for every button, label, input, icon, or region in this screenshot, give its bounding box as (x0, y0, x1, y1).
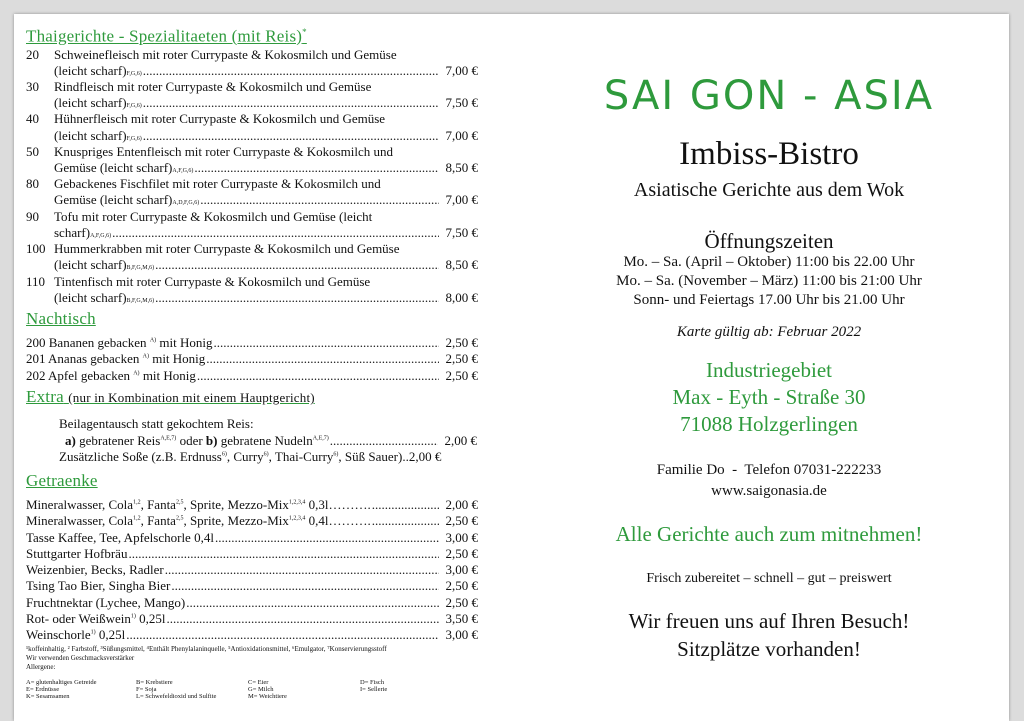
dessert-section-title: Nachtisch (26, 308, 96, 328)
item-price: 7,50 € (445, 224, 478, 240)
allergen-entry: G= Milch (248, 685, 274, 693)
item-price: 7,00 € (445, 192, 478, 208)
menu-item: 90 Tofu mit roter Currypaste & Kokosmilch und Gemüse (leicht scharf) A,F,G,6) ..... 7,50 € (26, 209, 478, 241)
drinks-list (26, 497, 478, 644)
item-name-cont: (leicht scharf) (54, 289, 127, 305)
allergen-entry: M= Weichtiere (248, 692, 287, 700)
additive-code: 1,2 (133, 499, 141, 506)
item-name-cont: Gemüse (leicht scharf) (54, 160, 173, 176)
item-price: 7,50 € (445, 95, 478, 111)
item-name: Hühnerfleisch mit roter Currypaste & Kokosmilch und Gemüse (54, 111, 386, 127)
menu-item: 110 Tintenfisch mit roter Currypaste & Kokosmilch und Gemüse (leicht scharf) B,F,G,M,6) ..... 8,00 € (26, 274, 478, 306)
allergen-legend (26, 679, 478, 700)
welcome-message: Wir freuen uns auf Ihren Besuch! (628, 609, 910, 633)
item-price: 2,50 € (445, 594, 478, 610)
allergen-code: A) (142, 354, 149, 361)
item-name: Schweinefleisch mit roter Currypaste & Kokosmilch und Gemüse (54, 46, 397, 62)
menu-item: 100 Hummerkrabben mit roter Currypaste & Kokosmilch und Gemüse (leicht scharf) B,F,G,M,6) ..... 8,50 € (26, 241, 478, 273)
item-name-cont: (leicht scharf) (54, 62, 127, 78)
additive-code: 2,5 (175, 499, 184, 506)
dot-leader (372, 513, 439, 529)
item-number: 80 (26, 176, 39, 192)
dot-leader (206, 351, 439, 368)
extra-block (26, 416, 478, 466)
dot-leader (214, 335, 440, 352)
item-name-cont: (leicht scharf) (54, 257, 127, 273)
dot-leader (112, 225, 439, 241)
drink-name: Mineralwasser, Cola$^{1,2}$, Fanta$^{2,5}$, Sprite, Mezzo-Mix$^{1,2,3,4}$ 0,4l………. (26, 513, 371, 529)
item-price: 3,00 € (445, 529, 478, 545)
dot-leader (215, 530, 439, 546)
extra-sauce: Zusätzliche Soße (z.B. Erdnuss$^{6)}$, Curry$^{6)}$, Thai-Curry$^{6)}$, Süß Sauer).. 2,00 € (59, 449, 442, 465)
restaurant-tagline: Asiatische Gerichte aus dem Wok (633, 179, 905, 201)
drinks-section-title: Getraenke (26, 470, 98, 490)
allergen-code: A) (149, 337, 157, 344)
item-name-cont: Gemüse (leicht scharf) (54, 192, 173, 208)
extra-section-title: Extra (nur in Kombination mit einem Hauptgericht) (26, 387, 315, 407)
menu-item: 50 Knuspriges Entenfleisch mit roter Currypaste & Kokosmilch und Gemüse (leicht scharf) A,F,G,6) ..... 8,50 € (26, 144, 478, 176)
allergen-entry: F= Soja (136, 685, 157, 693)
menu-right-column (554, 72, 984, 663)
dessert-item (26, 351, 478, 368)
dot-leader (126, 627, 439, 643)
opening-hours-weekdays-summer: Mo. – Sa. (April – Oktober) 11:00 bis 22.00 Uhr (623, 254, 915, 270)
menu-item: 40 Hühnerfleisch mit roter Currypaste & Kokosmilch und Gemüse (leicht scharf) F,G,6) ..... 7,00 € (26, 111, 478, 143)
dessert-name: 200 Bananen gebacken $^{A)}$ mit Honig (26, 334, 213, 350)
dessert-item (26, 335, 478, 352)
dot-leader (171, 578, 439, 594)
dot-leader (143, 63, 439, 79)
drink-name: Fruchtnektar (Lychee, Mango) (26, 594, 186, 610)
dot-leader (155, 290, 439, 306)
allergen-entry: D= Fisch (360, 678, 385, 686)
item-price: 8,50 € (445, 160, 478, 176)
opening-hours-sunday: Sonn- und Feiertags 17.00 Uhr bis 21.00 Uhr (633, 292, 905, 308)
menu-item: 20 Schweinefleisch mit roter Currypaste & Kokosmilch und Gemüse (leicht scharf) F,G,6) ..... 7,00 € (26, 47, 478, 79)
allergen-entry: K= Sesamsamen (26, 692, 70, 700)
item-price: 8,50 € (445, 257, 478, 273)
drink-item (26, 611, 478, 627)
additive-code: 1) (90, 629, 96, 636)
contact-phone: Familie Do - Telefon 07031-222233 (656, 462, 882, 478)
drink-name: Weinschorle$^{1)}$ 0,25l (26, 627, 126, 643)
item-price: 7,00 € (445, 127, 478, 143)
dot-leader (143, 128, 439, 144)
menu-sheet (14, 14, 1009, 721)
dot-leader (155, 257, 439, 273)
drink-item (26, 578, 478, 594)
allergen-entry (360, 693, 460, 700)
menu-item: 80 Gebackenes Fischfilet mit roter Currypaste & Kokosmilch und Gemüse (leicht scharf) A,D,F,G,6) ..... 7,00 € (26, 176, 478, 208)
drink-item (26, 546, 478, 562)
dot-leader (166, 611, 439, 627)
item-number: 50 (26, 143, 39, 159)
menu-valid-date: Karte gültig ab: Februar 2022 (676, 324, 862, 340)
item-price: 2,50 € (445, 351, 478, 367)
dot-leader (372, 497, 439, 513)
drink-item (26, 530, 478, 546)
dessert-name: 201 Ananas gebacken $^{A)}$ mit Honig (26, 351, 206, 367)
dot-leader (197, 368, 439, 385)
address-area: Industriegebiet (706, 358, 832, 382)
additive-code: 1,2,3,4 (288, 499, 306, 506)
item-price: 2,50 € (445, 545, 478, 561)
allergen-entry: E= Erdnüsse (26, 685, 60, 693)
item-price: 8,00 € (445, 289, 478, 305)
dot-leader (194, 160, 439, 176)
menu-item: 30 Rindfleisch mit roter Currypaste & Kokosmilch und Gemüse (leicht scharf) F,G,6) ..... 7,50 € (26, 79, 478, 111)
item-name: Tintenfisch mit roter Currypaste & Kokosmilch und Gemüse (54, 273, 371, 289)
item-price: 2,50 € (445, 367, 478, 383)
dot-leader (128, 546, 439, 562)
drink-name: Weizenbier, Becks, Radler (26, 562, 164, 578)
allergen-entry: I= Sellerie (360, 685, 388, 693)
additive-code: 1,2 (133, 515, 141, 522)
dot-leader (165, 562, 439, 578)
allergen-entry: A= glutenhaltiges Getreide (26, 678, 97, 686)
item-name: Tofu mit roter Currypaste & Kokosmilch und Gemüse (leicht (54, 208, 373, 224)
item-number: 20 (26, 46, 39, 62)
item-name-cont: (leicht scharf) (54, 127, 127, 143)
item-name-cont: scharf) (54, 224, 91, 240)
restaurant-subtitle: Imbiss-Bistro (679, 136, 859, 172)
drink-item (26, 595, 478, 611)
opening-hours-title: Öffnungszeiten (704, 229, 834, 253)
address-city: 71088 Holzgerlingen (680, 412, 858, 436)
seating-note: Sitzplätze vorhanden! (677, 637, 861, 661)
item-price: 2,50 € (445, 334, 478, 350)
item-price: 7,00 € (445, 62, 478, 78)
item-name: Rindfleisch mit roter Currypaste & Kokosmilch und Gemüse (54, 79, 372, 95)
allergen-entry: L= Schwefeldioxid und Sulfite (136, 692, 217, 700)
address-street: Max - Eyth - Straße 30 (672, 385, 866, 409)
slogan: Frisch zubereitet – schnell – gut – preiswert (646, 571, 892, 586)
additive-code: 1,2,3,4 (288, 515, 306, 522)
extra-intro: Beilagentausch statt gekochtem Reis: (59, 416, 254, 432)
restaurant-logo: SAI GON - ASIA (603, 73, 935, 119)
thai-list (26, 47, 478, 306)
dessert-list (26, 335, 478, 385)
item-price: 3,50 € (445, 610, 478, 626)
item-number: 110 (26, 273, 46, 289)
additive-code: 1) (130, 613, 136, 620)
item-number: 40 (26, 111, 39, 127)
drink-name: Mineralwasser, Cola$^{1,2}$, Fanta$^{2,5}$, Sprite, Mezzo-Mix$^{1,2,3,4}$ 0,3l………. (26, 496, 371, 512)
allergen-entry: C= Eier (248, 678, 269, 686)
item-price: 2,00 € (445, 496, 478, 512)
item-price: 2,50 € (445, 513, 478, 529)
website: www.saigonasia.de (711, 483, 827, 499)
item-name: Hummerkrabben mit roter Currypaste & Kokosmilch und Gemüse (54, 241, 400, 257)
drink-item (26, 562, 478, 578)
drink-name: Tasse Kaffee, Tee, Apfelschorle 0,4l (26, 529, 214, 545)
takeaway-note: Alle Gerichte auch zum mitnehmen! (615, 522, 923, 546)
item-number: 30 (26, 79, 39, 95)
item-name-cont: (leicht scharf) (54, 95, 127, 111)
extra-rice-noodles: a) gebratener Reis$^{A,E,7)}$ oder b) gebratene Nudeln$^{A,E,7)}$ ..... 2,00 € (59, 433, 477, 450)
dessert-item (26, 368, 478, 385)
drink-item (26, 513, 478, 529)
item-number: 100 (26, 241, 46, 257)
allergen-entry: B= Krebstiere (136, 678, 173, 686)
item-name: Gebackenes Fischfilet mit roter Currypaste & Kokosmilch und (54, 176, 381, 192)
opening-hours-weekdays-winter: Mo. – Sa. (November – März) 11:00 bis 21:00 Uhr (616, 273, 922, 289)
drink-item (26, 497, 478, 513)
item-price: 3,00 € (445, 627, 478, 643)
allergen-title: Allergene: (26, 662, 56, 671)
drink-name: Rot- oder Weißwein$^{1)}$ 0,25l (26, 610, 166, 626)
thai-section-title: Thaigerichte - Spezialitaeten (mit Reis)* (26, 26, 307, 46)
item-number: 90 (26, 208, 39, 224)
drink-name: Stuttgarter Hofbräu (26, 545, 128, 561)
allergen-code: A) (133, 370, 140, 377)
dot-leader (200, 192, 439, 208)
dessert-name: 202 Apfel gebacken $^{A)}$ mit Honig (26, 367, 196, 383)
additives-note: ¹koffeinhaltig, ² Farbstoff, ³Süßungsmittel, ⁴Enthält Phenylalaninquelle, ⁵Antioxidationsmittel, ⁶Emulgator, ⁷Konservierungsstoff (26, 644, 387, 653)
flavor-note: Wir verwenden Geschmacksverstärker (26, 653, 135, 662)
additive-code: 2,5 (175, 515, 184, 522)
drink-item (26, 627, 478, 643)
item-name: Knuspriges Entenfleisch mit roter Currypaste & Kokosmilch und (54, 143, 394, 159)
dot-leader (186, 595, 439, 611)
item-price: 2,50 € (445, 578, 478, 594)
drink-name: Tsing Tao Bier, Singha Bier (26, 578, 171, 594)
menu-left-column (26, 22, 478, 700)
item-price: 3,00 € (445, 562, 478, 578)
dot-leader (143, 95, 439, 111)
